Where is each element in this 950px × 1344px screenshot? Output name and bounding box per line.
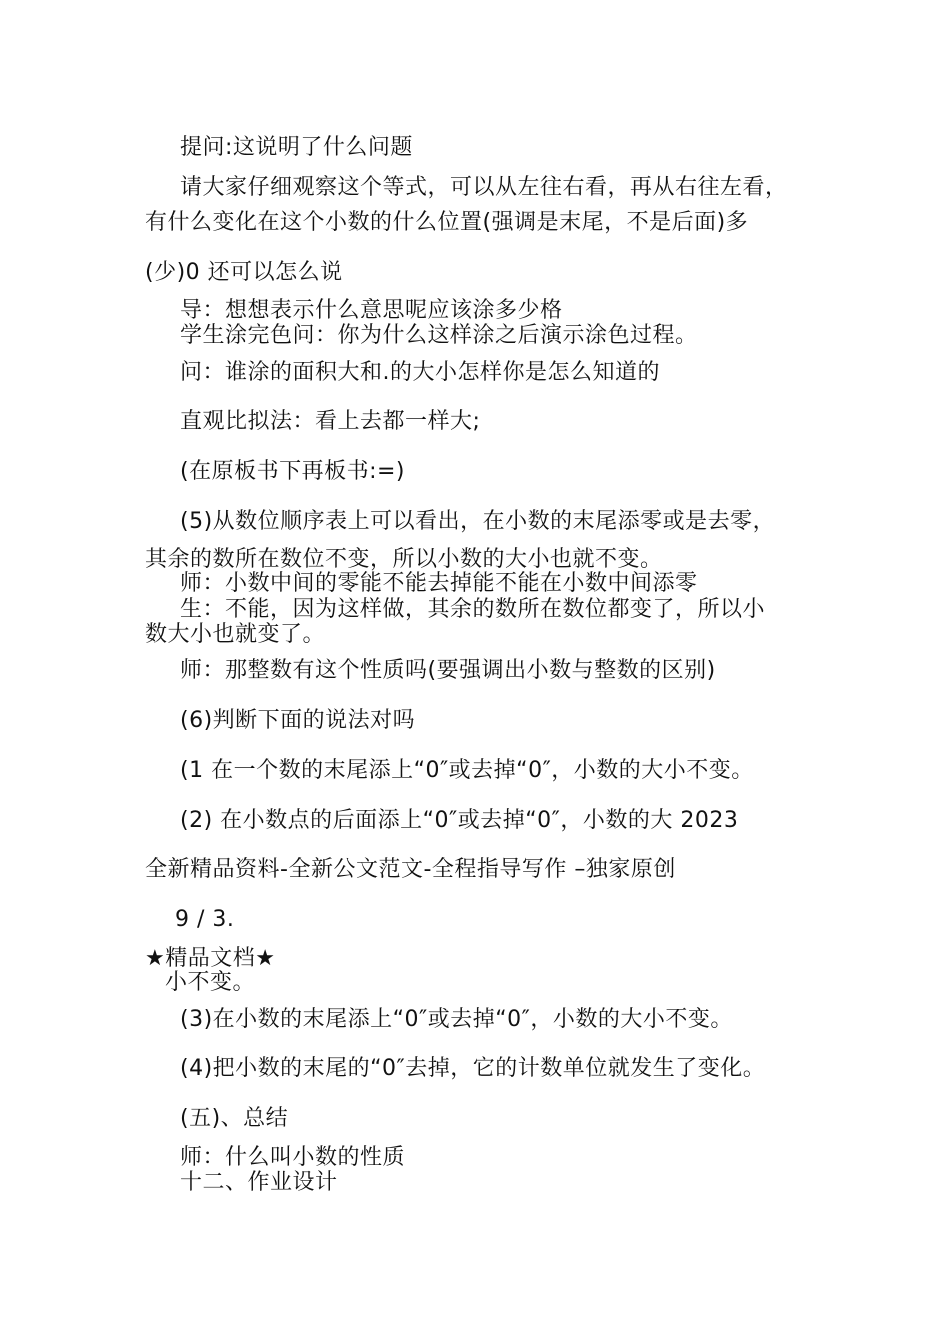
text-line: 全新精品资料-全新公文范文-全程指导写作 –独家原创	[145, 857, 676, 882]
page-number: 9 / 3.	[175, 907, 235, 932]
text-line: (在原板书下再板书:=)	[180, 459, 406, 484]
text-line: 十二、作业设计	[180, 1170, 338, 1195]
text-line: (少)0 还可以怎么说	[145, 260, 343, 285]
text-line: 直观比拟法：看上去都一样大;	[180, 409, 481, 434]
text-line: (1 在一个数的末尾添上“0″或去掉“0″，小数的大小不变。	[180, 758, 754, 783]
text-line: 请大家仔细观察这个等式，可以从左往右看，再从右往左看，	[180, 175, 788, 200]
text-line: 师：小数中间的零能不能去掉能不能在小数中间添零	[180, 571, 698, 596]
text-line: (5)从数位顺序表上可以看出，在小数的末尾添零或是去零，	[180, 509, 776, 534]
text-line: ★精品文档★	[145, 946, 276, 971]
text-line: 师：什么叫小数的性质	[180, 1145, 406, 1170]
text-line: (3)在小数的末尾添上“0″或去掉“0″，小数的大小不变。	[180, 1007, 733, 1032]
text-line: 学生涂完色问：你为什么这样涂之后演示涂色过程。	[180, 323, 698, 348]
text-line: (6)判断下面的说法对吗	[180, 708, 416, 733]
text-line: 小不变。	[165, 970, 256, 995]
text-line: 生：不能，因为这样做，其余的数所在数位都变了，所以小	[180, 597, 766, 622]
text-line: 提问:这说明了什么问题	[180, 135, 413, 160]
text-line: 师：那整数有这个性质吗(要强调出小数与整数的区别)	[180, 658, 716, 683]
text-line: (五)、总结	[180, 1106, 289, 1131]
text-line: (2) 在小数点的后面添上“0″或去掉“0″，小数的大 2023	[180, 808, 739, 833]
text-line: 导：想想表示什么意思呢应该涂多少格	[180, 298, 563, 323]
text-line: (4)把小数的末尾的“0″去掉，它的计数单位就发生了变化。	[180, 1056, 766, 1081]
text-line: 数大小也就变了。	[145, 622, 326, 647]
text-line: 其余的数所在数位不变，所以小数的大小也就不变。	[145, 547, 663, 572]
text-line: 问：谁涂的面积大和.的大小怎样你是怎么知道的	[180, 360, 660, 385]
text-line: 有什么变化在这个小数的什么位置(强调是末尾，不是后面)多	[145, 210, 749, 235]
